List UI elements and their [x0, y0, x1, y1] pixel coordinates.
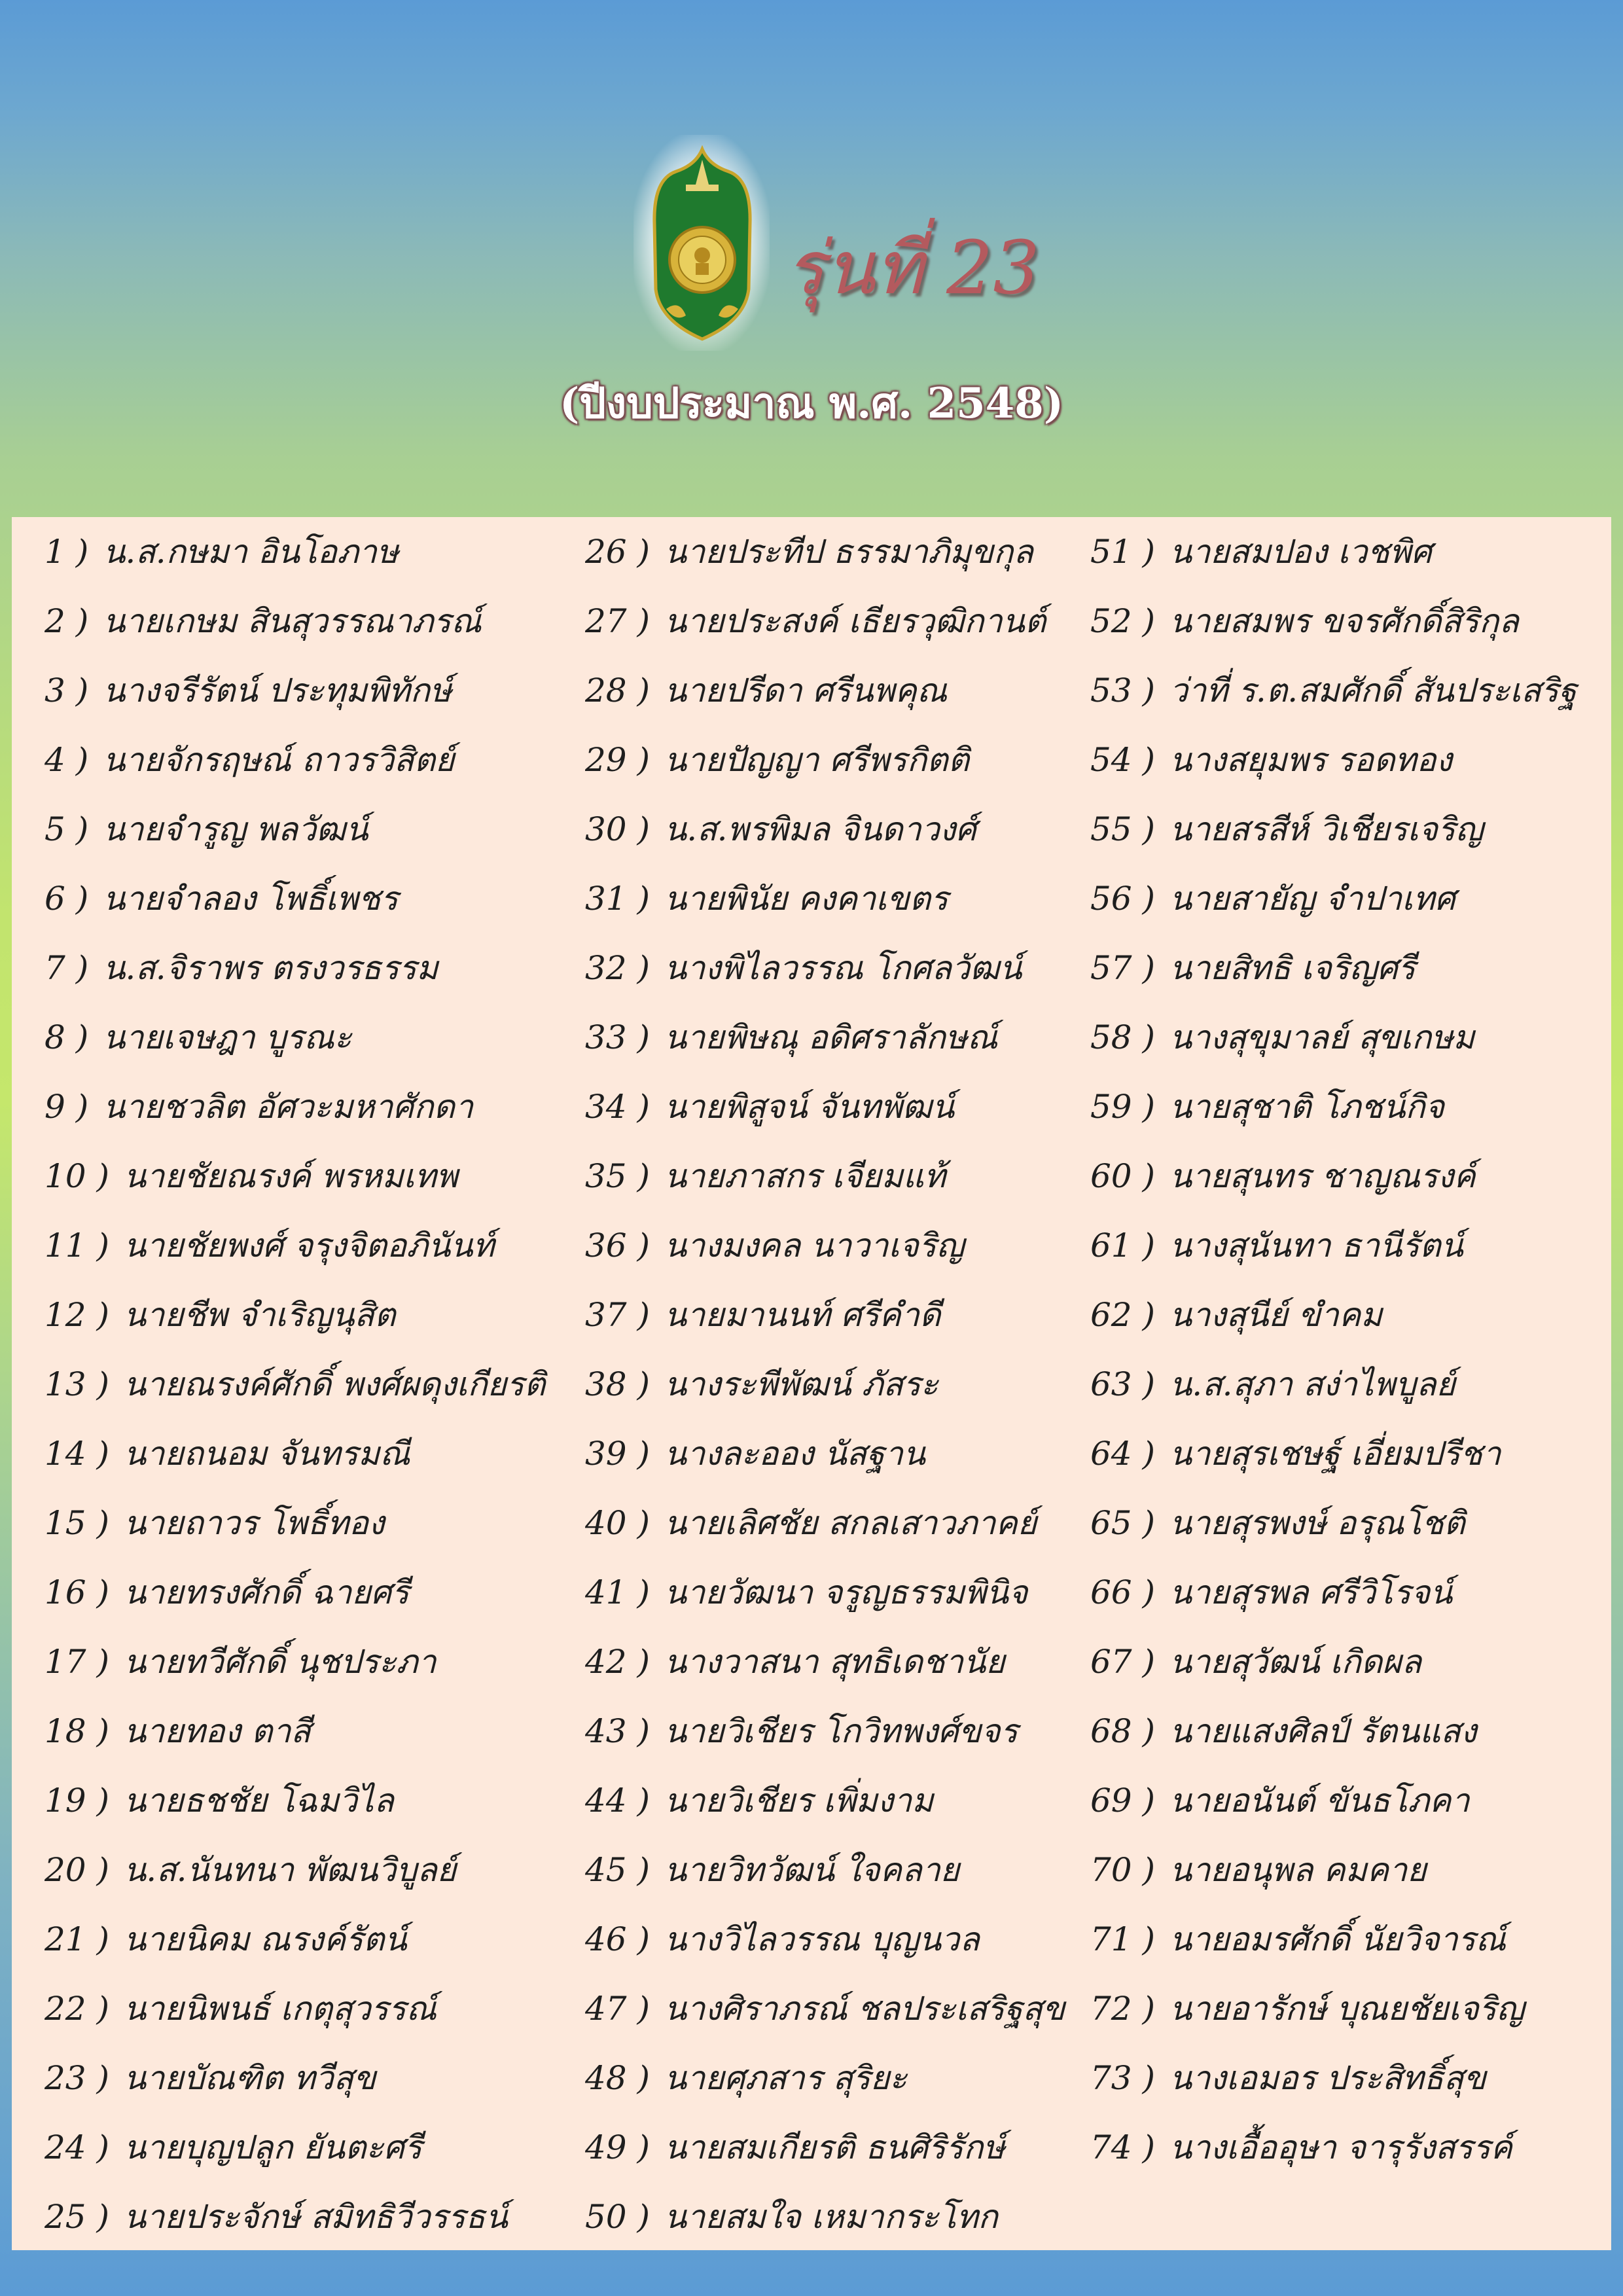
list-item-name: น.ส.พรพิมล จินดาวงศ์ — [664, 810, 977, 848]
list-item-name: นางวาสนา สุทธิเดชานัย — [664, 1643, 1005, 1681]
list-item — [585, 656, 1082, 725]
list-item-number: 46 ) — [585, 1920, 651, 1958]
list-item-number: 12 ) — [45, 1296, 110, 1334]
list-item — [585, 1558, 1082, 1627]
list-item — [585, 1905, 1082, 1974]
list-item-number: 37 ) — [585, 1296, 651, 1334]
list-item-name: นายประสงค์ เธียรวุฒิกานต์ — [664, 602, 1046, 640]
list-item-number: 71 ) — [1090, 1920, 1156, 1958]
list-item-name: นายสมใจ เหมากระโทก — [664, 2198, 998, 2236]
list-item — [45, 933, 555, 1003]
list-item-number: 35 ) — [585, 1157, 651, 1195]
list-item-name: นางพิไลวรรณ โกศลวัฒน์ — [664, 949, 1022, 987]
list-item-number: 58 ) — [1090, 1018, 1156, 1056]
list-item-name: นายวิเชียร โกวิทพงศ์ขจร — [664, 1712, 1018, 1750]
list-item-number: 5 ) — [45, 810, 89, 848]
list-item — [585, 1280, 1082, 1350]
list-item-name: นายอารักษ์ บุณยชัยเจริญ — [1169, 1990, 1525, 2028]
list-item-number: 74 ) — [1090, 2128, 1156, 2166]
list-item-number: 53 ) — [1090, 672, 1156, 709]
list-item — [45, 656, 555, 725]
list-item-name: นายเกษม สินสุวรรณาภรณ์ — [103, 602, 482, 640]
list-item — [585, 795, 1082, 864]
list-item-name: น.ส.จิราพร ตรงวรธรรม — [103, 949, 438, 987]
list-item — [1090, 1419, 1607, 1488]
list-item-name: นายทวีศักดิ์ นุชประภา — [124, 1643, 437, 1681]
list-item — [1090, 517, 1607, 586]
list-item-name: น.ส.สุภา สง่าไพบูลย์ — [1169, 1365, 1455, 1403]
member-list-panel — [12, 517, 1611, 2250]
list-item-number: 57 ) — [1090, 949, 1156, 987]
list-item — [45, 1280, 555, 1350]
list-item-number: 30 ) — [585, 810, 651, 848]
list-item — [1090, 2043, 1607, 2113]
list-item-name: นายสุรเชษฐ์ เอี่ยมปรีชา — [1169, 1435, 1501, 1473]
list-item — [1090, 1696, 1607, 1766]
list-item-number: 44 ) — [585, 1782, 651, 1820]
list-item-number: 43 ) — [585, 1712, 651, 1750]
list-item-number: 63 ) — [1090, 1365, 1156, 1403]
list-item-number: 28 ) — [585, 672, 651, 709]
list-item-name: นางศิราภรณ์ ชลประเสริฐสุข — [664, 1990, 1065, 2028]
list-item — [585, 1835, 1082, 1905]
list-item-number: 69 ) — [1090, 1782, 1156, 1820]
list-item-name: นายพิสูจน์ จันทพัฒน์ — [664, 1088, 955, 1126]
list-item-name: นายจักรฤษณ์ ถาวรวิสิตย์ — [103, 741, 455, 779]
list-item-name: นายวิเชียร เพิ่มงาม — [664, 1782, 934, 1820]
list-item-number: 3 ) — [45, 672, 89, 709]
list-item — [45, 2182, 555, 2251]
list-item-number: 29 ) — [585, 741, 651, 779]
list-item-name: นายชีพ จำเริญนุสิต — [124, 1296, 396, 1334]
list-item — [1090, 1558, 1607, 1627]
list-item — [1090, 1003, 1607, 1072]
list-item-number: 47 ) — [585, 1990, 651, 2028]
list-item-name: นายแสงศิลป์ รัตนแสง — [1169, 1712, 1477, 1750]
list-item-name: นายวัฒนา จรูญธรรมพินิจ — [664, 1573, 1028, 1611]
list-item-name: นางสุนีย์ ขำคม — [1169, 1296, 1383, 1334]
list-item-number: 66 ) — [1090, 1573, 1156, 1611]
list-item — [1090, 1905, 1607, 1974]
list-item — [45, 1766, 555, 1835]
list-item — [45, 795, 555, 864]
list-item — [45, 1558, 555, 1627]
list-item-name: นายจำรูญ พลวัฒน์ — [103, 810, 368, 848]
list-item-name: นายจำลอง โพธิ์เพชร — [103, 880, 399, 918]
list-item-number: 36 ) — [585, 1227, 651, 1265]
list-item — [1090, 1974, 1607, 2043]
list-item-name: นายสุวัฒน์ เกิดผล — [1169, 1643, 1422, 1681]
member-column-2 — [585, 517, 1082, 2251]
list-item-name: นายทรงศักดิ์ ฉายศรี — [124, 1573, 410, 1611]
list-item — [1090, 725, 1607, 795]
list-item — [585, 517, 1082, 586]
list-item-name: นายทอง ตาสี — [124, 1712, 311, 1750]
list-item-name: นายสรสีห์ วิเชียรเจริญ — [1169, 810, 1484, 848]
list-item-number: 51 ) — [1090, 533, 1156, 571]
list-item-number: 59 ) — [1090, 1088, 1156, 1126]
list-item-number: 56 ) — [1090, 880, 1156, 918]
list-item — [45, 864, 555, 933]
list-item — [585, 864, 1082, 933]
list-item-name: นายวิทวัฒน์ ใจคลาย — [664, 1851, 960, 1889]
list-item-name: นางระพีพัฒน์ ภัสระ — [664, 1365, 938, 1403]
institution-emblem-icon — [647, 145, 758, 342]
list-item-number: 38 ) — [585, 1365, 651, 1403]
list-item-number: 2 ) — [45, 602, 89, 640]
list-item — [1090, 1211, 1607, 1280]
list-item-name: นายสายัญ จำปาเทศ — [1169, 880, 1455, 918]
list-item — [585, 1696, 1082, 1766]
list-item-number: 32 ) — [585, 949, 651, 987]
list-item-name: นางสุขุมาลย์ สุขเกษม — [1169, 1018, 1475, 1056]
list-item-name: นายบุญปลูก ยันตะศรี — [124, 2128, 422, 2166]
list-item — [585, 1211, 1082, 1280]
list-item-number: 24 ) — [45, 2128, 110, 2166]
list-item-number: 72 ) — [1090, 1990, 1156, 2028]
list-item — [45, 1905, 555, 1974]
list-item-name: นายนิพนธ์ เกตุสุวรรณ์ — [124, 1990, 437, 2028]
list-item — [45, 586, 555, 656]
list-item — [1090, 1072, 1607, 1141]
list-item — [585, 725, 1082, 795]
list-item-number: 8 ) — [45, 1018, 89, 1056]
list-item-name: นายชัยณรงค์ พรหมเทพ — [124, 1157, 458, 1195]
list-item-number: 45 ) — [585, 1851, 651, 1889]
list-item-number: 21 ) — [45, 1920, 110, 1958]
list-item — [45, 1835, 555, 1905]
list-item — [1090, 795, 1607, 864]
list-item-name: นายอนันต์ ขันธโภคา — [1169, 1782, 1470, 1820]
list-item-number: 7 ) — [45, 949, 89, 987]
list-item — [1090, 1766, 1607, 1835]
list-item-number: 1 ) — [45, 533, 89, 571]
list-item — [1090, 1627, 1607, 1696]
list-item — [1090, 864, 1607, 933]
list-item — [1090, 1350, 1607, 1419]
list-item-name: นางสยุมพร รอดทอง — [1169, 741, 1452, 779]
list-item — [585, 1419, 1082, 1488]
list-item — [585, 1003, 1082, 1072]
list-item-number: 33 ) — [585, 1018, 651, 1056]
list-item — [585, 1350, 1082, 1419]
list-item — [45, 1488, 555, 1558]
list-item-name: นายสุรพงษ์ อรุณโชติ — [1169, 1504, 1465, 1542]
list-item-name: นายภาสกร เจียมแท้ — [664, 1157, 946, 1195]
list-item-name: นายสมเกียรติ ธนศิริรักษ์ — [664, 2128, 1005, 2166]
page-header — [0, 0, 1623, 511]
list-item — [45, 2043, 555, 2113]
list-item-number: 25 ) — [45, 2198, 110, 2236]
list-item-number: 34 ) — [585, 1088, 651, 1126]
list-item-name: นางเอื้ออุษา จารุรังสรรค์ — [1169, 2128, 1512, 2166]
list-item — [585, 933, 1082, 1003]
list-item-number: 15 ) — [45, 1504, 110, 1542]
list-item-name: นางเอมอร ประสิทธิ์สุข — [1169, 2059, 1486, 2097]
list-item-number: 55 ) — [1090, 810, 1156, 848]
list-item-name: นายประทีป ธรรมาภิมุขกุล — [664, 533, 1033, 571]
list-item — [45, 517, 555, 586]
list-item-number: 67 ) — [1090, 1643, 1156, 1681]
list-item-number: 62 ) — [1090, 1296, 1156, 1334]
list-item-number: 18 ) — [45, 1712, 110, 1750]
list-item-name: นายธชชัย โฉมวิไล — [124, 1782, 394, 1820]
list-item — [45, 1072, 555, 1141]
list-item-name: นายเลิศชัย สกลเสาวภาคย์ — [664, 1504, 1037, 1542]
list-item — [45, 1211, 555, 1280]
list-item-number: 16 ) — [45, 1573, 110, 1611]
list-item-name: นายประจักษ์ สมิทธิวีวรรธน์ — [124, 2198, 508, 2236]
list-item-name: นายชวลิต อัศวะมหาศักดา — [103, 1088, 474, 1126]
list-item-number: 49 ) — [585, 2128, 651, 2166]
list-item — [585, 2043, 1082, 2113]
list-item-number: 27 ) — [585, 602, 651, 640]
list-item-number: 10 ) — [45, 1157, 110, 1195]
list-item — [585, 1766, 1082, 1835]
list-item — [45, 1350, 555, 1419]
list-item-number: 70 ) — [1090, 1851, 1156, 1889]
list-item-number: 48 ) — [585, 2059, 651, 2097]
list-item-name: นายศุภสาร สุริยะ — [664, 2059, 908, 2097]
list-item-name: นายณรงค์ศักดิ์ พงศ์ผดุงเกียรติ — [124, 1365, 546, 1403]
member-column-1 — [45, 517, 555, 2251]
list-item-name: นายพินัย คงคาเขตร — [664, 880, 948, 918]
list-item — [585, 1141, 1082, 1211]
list-item-name: นางมงคล นาวาเจริญ — [664, 1227, 965, 1265]
list-item-number: 6 ) — [45, 880, 89, 918]
list-item-number: 60 ) — [1090, 1157, 1156, 1195]
list-item-name: นายปรีดา ศรีนพคุณ — [664, 672, 948, 709]
list-item-number: 13 ) — [45, 1365, 110, 1403]
list-item-name: นางจรีรัตน์ ประทุมพิทักษ์ — [103, 672, 452, 709]
list-item-number: 41 ) — [585, 1573, 651, 1611]
list-item — [585, 586, 1082, 656]
list-item-number: 50 ) — [585, 2198, 651, 2236]
list-item-number: 68 ) — [1090, 1712, 1156, 1750]
list-item-number: 73 ) — [1090, 2059, 1156, 2097]
list-item — [1090, 1835, 1607, 1905]
list-item-number: 11 ) — [45, 1227, 110, 1265]
list-item-number: 19 ) — [45, 1782, 110, 1820]
list-item-number: 20 ) — [45, 1851, 110, 1889]
class-title: รุ่นที่ 23 — [785, 226, 1040, 311]
list-item — [45, 2113, 555, 2182]
list-item — [585, 1488, 1082, 1558]
list-item — [1090, 933, 1607, 1003]
list-item-name: นายเจษฎา บูรณะ — [103, 1018, 352, 1056]
list-item-name: นางวิไลวรรณ บุญนวล — [664, 1920, 980, 1958]
list-item-name: นายสุนทร ชาญณรงค์ — [1169, 1157, 1476, 1195]
list-item-name: นายสุชาติ โภชน์กิจ — [1169, 1088, 1444, 1126]
list-item-number: 22 ) — [45, 1990, 110, 2028]
list-item — [45, 725, 555, 795]
list-item-name: นายถาวร โพธิ์ทอง — [124, 1504, 385, 1542]
list-item-name: ว่าที่ ร.ต.สมศักดิ์ สันประเสริฐ — [1169, 672, 1577, 709]
list-item — [1090, 1280, 1607, 1350]
list-item — [585, 2182, 1082, 2251]
list-item-number: 54 ) — [1090, 741, 1156, 779]
list-item-name: นายปัญญา ศรีพรกิตติ — [664, 741, 970, 779]
list-item — [1090, 1141, 1607, 1211]
list-item — [585, 1974, 1082, 2043]
list-item-name: นายถนอม จันทรมณี — [124, 1435, 410, 1473]
list-item — [45, 1627, 555, 1696]
list-item-name: นายสมปอง เวชพิศ — [1169, 533, 1432, 571]
list-item-number: 31 ) — [585, 880, 651, 918]
list-item-name: น.ส.นันทนา พัฒนวิบูลย์ — [124, 1851, 457, 1889]
list-item-name: นางละออง นัสฐาน — [664, 1435, 926, 1473]
list-item — [1090, 586, 1607, 656]
list-item — [585, 1627, 1082, 1696]
list-item-number: 14 ) — [45, 1435, 110, 1473]
list-item-name: นายสุรพล ศรีวิโรจน์ — [1169, 1573, 1453, 1611]
list-item-name: น.ส.กษมา อินโอภาษ — [103, 533, 399, 571]
list-item-number: 4 ) — [45, 741, 89, 779]
list-item-name: นายสมพร ขจรศักดิ์สิริกุล — [1169, 602, 1519, 640]
list-item — [45, 1696, 555, 1766]
list-item — [45, 1141, 555, 1211]
list-item-number: 52 ) — [1090, 602, 1156, 640]
list-item-name: นายมานนท์ ศรีคำดี — [664, 1296, 941, 1334]
list-item — [1090, 2113, 1607, 2182]
member-column-3 — [1090, 517, 1607, 2182]
list-item-name: นายนิคม ณรงค์รัตน์ — [124, 1920, 407, 1958]
list-item — [45, 1003, 555, 1072]
list-item-name: นายบัณฑิต ทวีสุข — [124, 2059, 376, 2097]
list-item-number: 23 ) — [45, 2059, 110, 2097]
fiscal-year-subtitle: (ปีงบประมาณ พ.ศ. 2548) — [560, 379, 1063, 428]
list-item-number: 39 ) — [585, 1435, 651, 1473]
list-item-number: 40 ) — [585, 1504, 651, 1542]
list-item-name: นายชัยพงศ์ จรุงจิตอภินันท์ — [124, 1227, 495, 1265]
list-item-number: 65 ) — [1090, 1504, 1156, 1542]
list-item-number: 17 ) — [45, 1643, 110, 1681]
list-item — [45, 1419, 555, 1488]
list-item-name: นายอมรศักดิ์ นัยวิจารณ์ — [1169, 1920, 1506, 1958]
list-item-number: 26 ) — [585, 533, 651, 571]
list-item-number: 9 ) — [45, 1088, 89, 1126]
list-item-number: 42 ) — [585, 1643, 651, 1681]
list-item — [1090, 1488, 1607, 1558]
list-item — [585, 1072, 1082, 1141]
list-item-name: นายสิทธิ เจริญศรี — [1169, 949, 1416, 987]
list-item-name: นายพิษณุ อดิศราลักษณ์ — [664, 1018, 998, 1056]
list-item-number: 61 ) — [1090, 1227, 1156, 1265]
list-item-number: 64 ) — [1090, 1435, 1156, 1473]
list-item-name: นางสุนันทา ธานีรัตน์ — [1169, 1227, 1463, 1265]
list-item-name: นายอนุพล คมคาย — [1169, 1851, 1427, 1889]
list-item — [1090, 656, 1607, 725]
list-item — [45, 1974, 555, 2043]
list-item — [585, 2113, 1082, 2182]
